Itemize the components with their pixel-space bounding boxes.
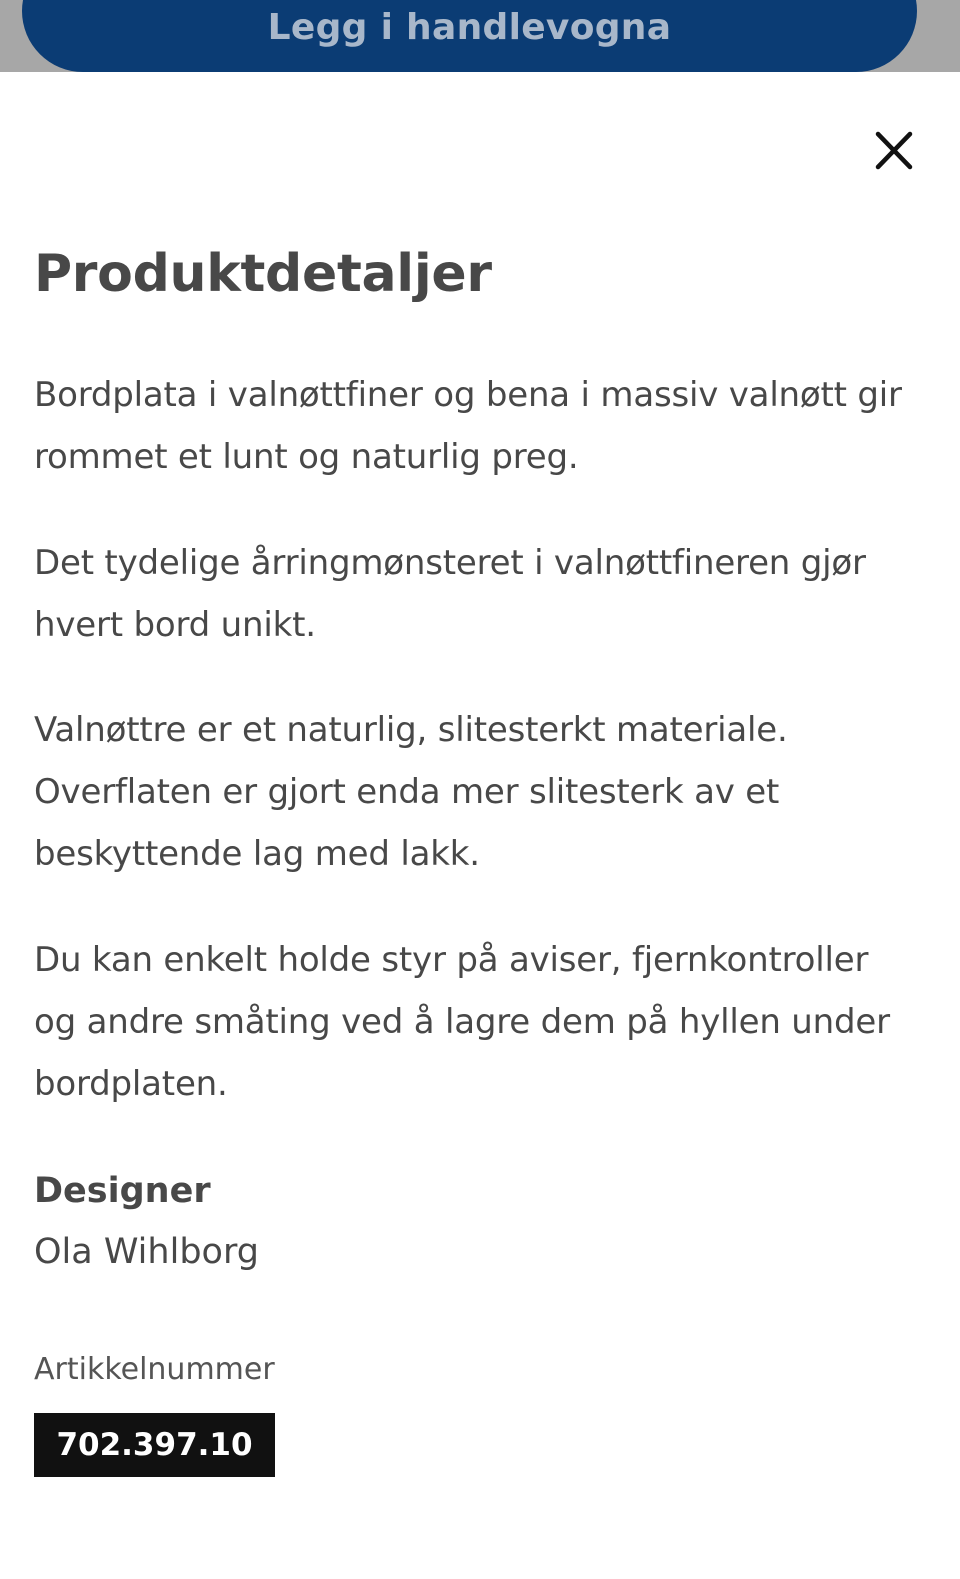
article-number-label: Artikkelnummer	[34, 1352, 275, 1387]
designer-name: Ola Wihlborg	[34, 1232, 259, 1272]
add-to-cart-button[interactable]: Legg i handlevogna	[22, 0, 917, 72]
close-icon	[872, 129, 916, 173]
designer-label: Designer	[34, 1171, 211, 1211]
description-paragraph: Valnøttre er et naturlig, slitesterkt materiale. Overflaten er gjort enda mer slitesterk av et beskyttende lag med lakk.	[34, 710, 788, 874]
close-button[interactable]	[872, 129, 916, 173]
description-paragraph: Du kan enkelt holde styr på aviser, fjernkontroller og andre småting ved å lagre dem på hyllen under bordplaten.	[34, 940, 890, 1104]
description-paragraph: Det tydelige årringmønsteret i valnøttfineren gjør hvert bord unikt.	[34, 543, 866, 645]
article-number-badge: 702.397.10	[34, 1413, 275, 1477]
page-title: Produktdetaljer	[34, 244, 492, 304]
description-paragraph: Bordplata i valnøttfiner og bena i massiv valnøtt gir rommet et lunt og naturlig preg.	[34, 375, 902, 477]
